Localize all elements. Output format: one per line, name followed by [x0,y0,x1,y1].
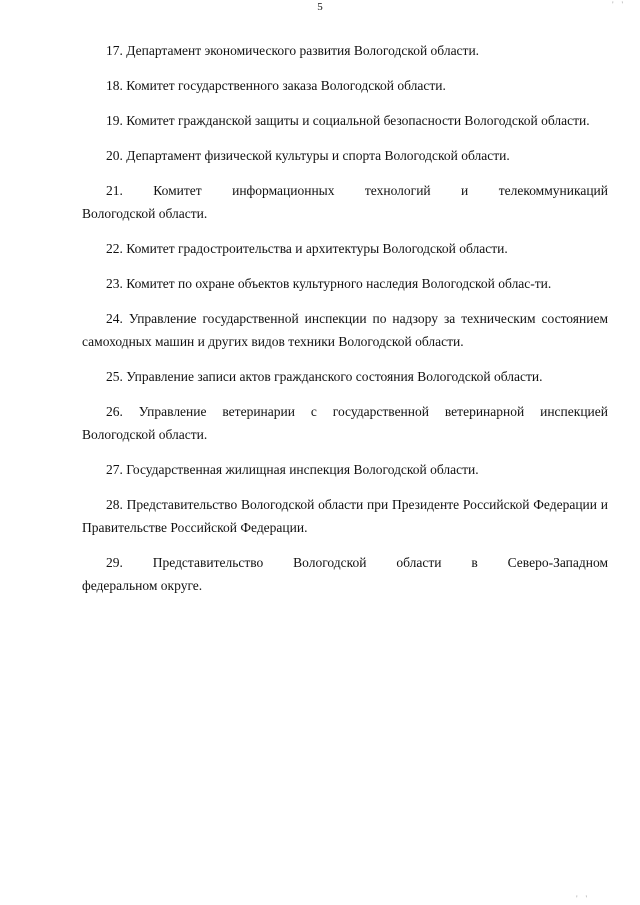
list-item-26: 26. Управление ветеринарии с государственной ветеринарной инспекцией Вологодской области. [82,404,608,442]
list-item-21-tail: Вологодской области. [82,206,208,221]
document-body [82,39,608,609]
list-item-29 [82,551,608,597]
scan-mark: ' ' [612,0,626,9]
list-item-27: 27. Государственная жилищная инспекция Вологодской области. [106,462,479,477]
list-item-21-text: 21. Комитет информационных технологий и телекоммуникаций [106,183,608,198]
list-item-18: 18. Комитет государственного заказа Вологодской области. [106,78,446,93]
list-item-29-text: 29. Представительство Вологодской области в Северо-Западном [106,555,608,570]
list-item-24: 24. Управление государственной инспекции по надзору за техническим состоянием самоходных машин и других видов техники Вологодской области. [82,311,608,349]
list-item-17: 17. Департамент экономического развития Вологодской области. [106,43,480,58]
scan-mark-bottom: ' ' [576,894,590,903]
list-item-20: 20. Департамент физической культуры и спорта Вологодской области. [106,148,510,163]
list-item-29-tail: федеральном округе. [82,578,203,593]
page-number: 5 [317,1,323,13]
list-item-19: 19. Комитет гражданской защиты и социальной безопасности Вологодской области. [106,113,590,128]
list-item-22: 22. Комитет градостроительства и архитектуры Вологодской области. [106,241,508,256]
list-item-28: 28. Представительство Вологодской области при Президенте Российской Федерации и Правительстве Российской Федерации. [82,497,608,535]
list-item-23: 23. Комитет по охране объектов культурного наследия Вологодской облас-ти. [106,276,552,291]
list-item-21 [82,179,608,225]
list-item-25: 25. Управление записи актов гражданского состояния Вологодской области. [106,369,543,384]
